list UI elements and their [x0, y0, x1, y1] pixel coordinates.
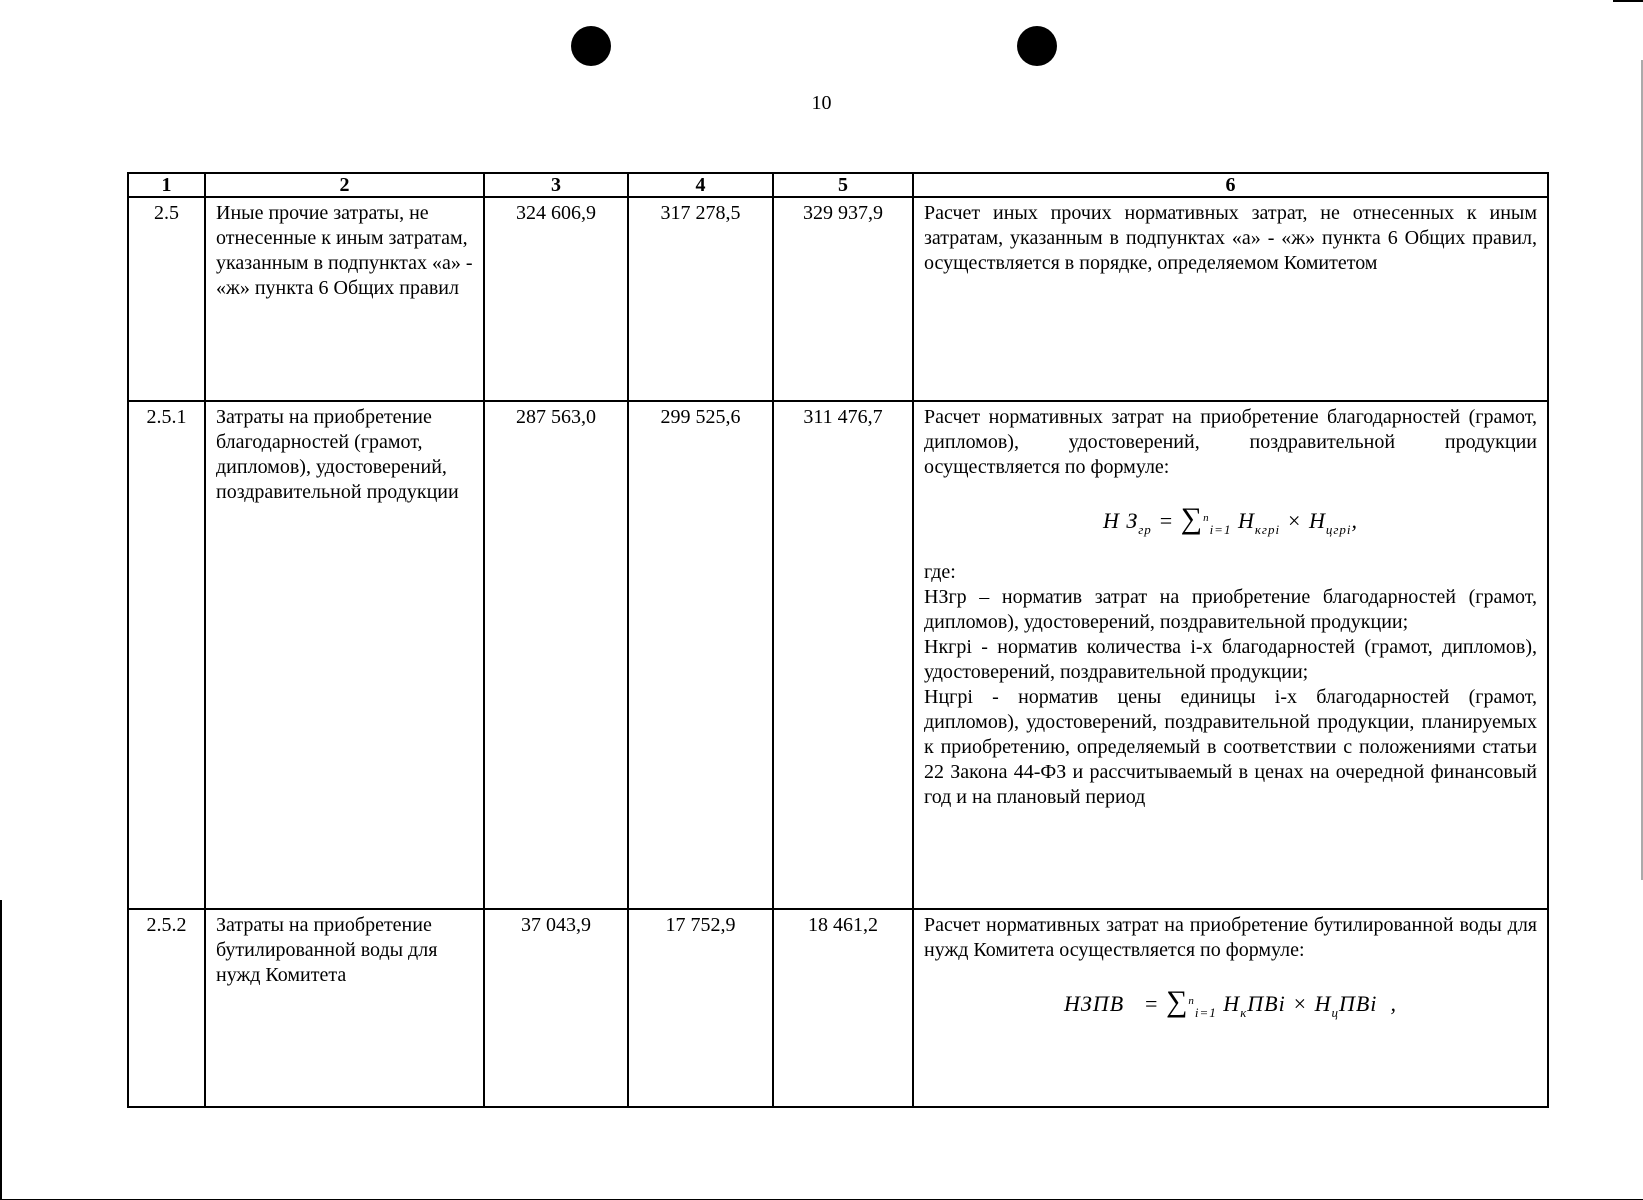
sum-upper: n: [1188, 995, 1195, 1007]
table-header-row: [128, 173, 1548, 197]
row-description: [913, 401, 1548, 909]
formula-eq: =: [1158, 508, 1175, 533]
row-description: [913, 909, 1548, 1107]
table-row: [128, 909, 1548, 1107]
header-col-5: 5: [773, 173, 913, 197]
formula-times: ×: [1292, 991, 1309, 1016]
row-value-4: 317 278,5: [628, 197, 773, 401]
formula-term-1: Н: [1223, 991, 1241, 1016]
header-col-3: 3: [484, 173, 628, 197]
formula-term-1: Н: [1237, 508, 1255, 533]
formula-times: ×: [1286, 508, 1303, 533]
definition-nzgr: НЗгр – норматив затрат на приобретение благодарностей (грамот, дипломов), удостоверений, поздравительной продукции;: [924, 586, 1537, 633]
table-row: [128, 197, 1548, 401]
row-name: Затраты на приобретение бутилированной воды для нужд Комитета: [205, 909, 484, 1107]
definition-nkgri: Нкгрi - норматив количества i-х благодарностей (грамот, дипломов), удостоверений, поздравительной продукции;: [924, 636, 1537, 683]
scan-edge-left: [0, 900, 2, 1200]
formula-nzgr: [924, 502, 1537, 542]
row-value-5: 311 476,7: [773, 401, 913, 909]
header-col-2: 2: [205, 173, 484, 197]
formula-nzpv: [924, 985, 1537, 1025]
row-number: 2.5.1: [128, 401, 205, 909]
formula-term-1-sub: к: [1240, 1005, 1248, 1020]
row-value-3: 324 606,9: [484, 197, 628, 401]
row-value-5: 329 937,9: [773, 197, 913, 401]
row-value-5: 18 461,2: [773, 909, 913, 1107]
formula-lhs: НЗПВ: [1064, 991, 1125, 1016]
row-value-3: 287 563,0: [484, 401, 628, 909]
row-name: Иные прочие затраты, не отнесенные к иным затратам, указанным в подпунктах «а» - «ж» пункта 6 Общих правил: [205, 197, 484, 401]
formula-end: ,: [1351, 508, 1359, 533]
row-value-3: 37 043,9: [484, 909, 628, 1107]
sum-upper: n: [1203, 512, 1210, 524]
row-description: Расчет иных прочих нормативных затрат, не отнесенных к иным затратам, указанным в подпунктах «а» - «ж» пункта 6 Общих правил, осуществляется в порядке, определяемом Комитетом: [913, 197, 1548, 401]
row-number: 2.5.2: [128, 909, 205, 1107]
punch-hole-right: [1017, 26, 1057, 66]
row-value-4: 17 752,9: [628, 909, 773, 1107]
sum-lower: i=1: [1194, 1005, 1217, 1020]
formula-end: ,: [1390, 991, 1397, 1016]
row-value-4: 299 525,6: [628, 401, 773, 909]
formula-lhs: Н З: [1102, 508, 1139, 533]
header-col-1: 1: [128, 173, 205, 197]
row-number: 2.5: [128, 197, 205, 401]
header-col-4: 4: [628, 173, 773, 197]
formula-term-2: Н: [1308, 508, 1326, 533]
punch-hole-left: [571, 26, 611, 66]
formula-lhs-sub: гр: [1138, 522, 1152, 537]
scan-edge-top: [1613, 0, 1643, 2]
formula-term-2-sub: ц: [1331, 1005, 1339, 1020]
formula-term-1-rest: ПВi: [1247, 991, 1286, 1016]
sum-sign: ∑: [1180, 502, 1204, 535]
formula-term-2-rest: ПВi: [1338, 991, 1378, 1016]
formula-term-2: Н: [1314, 991, 1332, 1016]
sum-lower: i=1: [1209, 522, 1232, 537]
table-row: [128, 401, 1548, 909]
page-number: 10: [811, 92, 832, 114]
definition-ncgri: Нцгрi - норматив цены единицы i-х благодарностей (грамот, дипломов), удостоверений, поздравительной продукции, планируемых к приобретению, определяемый в соответствии с положениями статьи 22 Закона 44-ФЗ и рассчитываемый в ценах на очередной финансовый год и на плановый период: [924, 686, 1537, 808]
formula-eq: =: [1143, 991, 1160, 1016]
description-intro: Расчет нормативных затрат на приобретение бутилированной воды для нужд Комитета осуществляется по формуле:: [924, 914, 1537, 961]
cost-table: [127, 172, 1549, 1108]
header-col-6: 6: [913, 173, 1548, 197]
formula-term-1-sub: кгрi: [1254, 522, 1281, 537]
description-where: где:: [924, 561, 956, 583]
formula-term-2-sub: цгрi: [1325, 522, 1352, 537]
row-name: Затраты на приобретение благодарностей (грамот, дипломов), удостоверений, поздравительной продукции: [205, 401, 484, 909]
description-intro: Расчет нормативных затрат на приобретение благодарностей (грамот, дипломов), удостоверений, поздравительной продукции осуществляется по формуле:: [924, 406, 1537, 478]
sum-sign: ∑: [1166, 985, 1189, 1018]
